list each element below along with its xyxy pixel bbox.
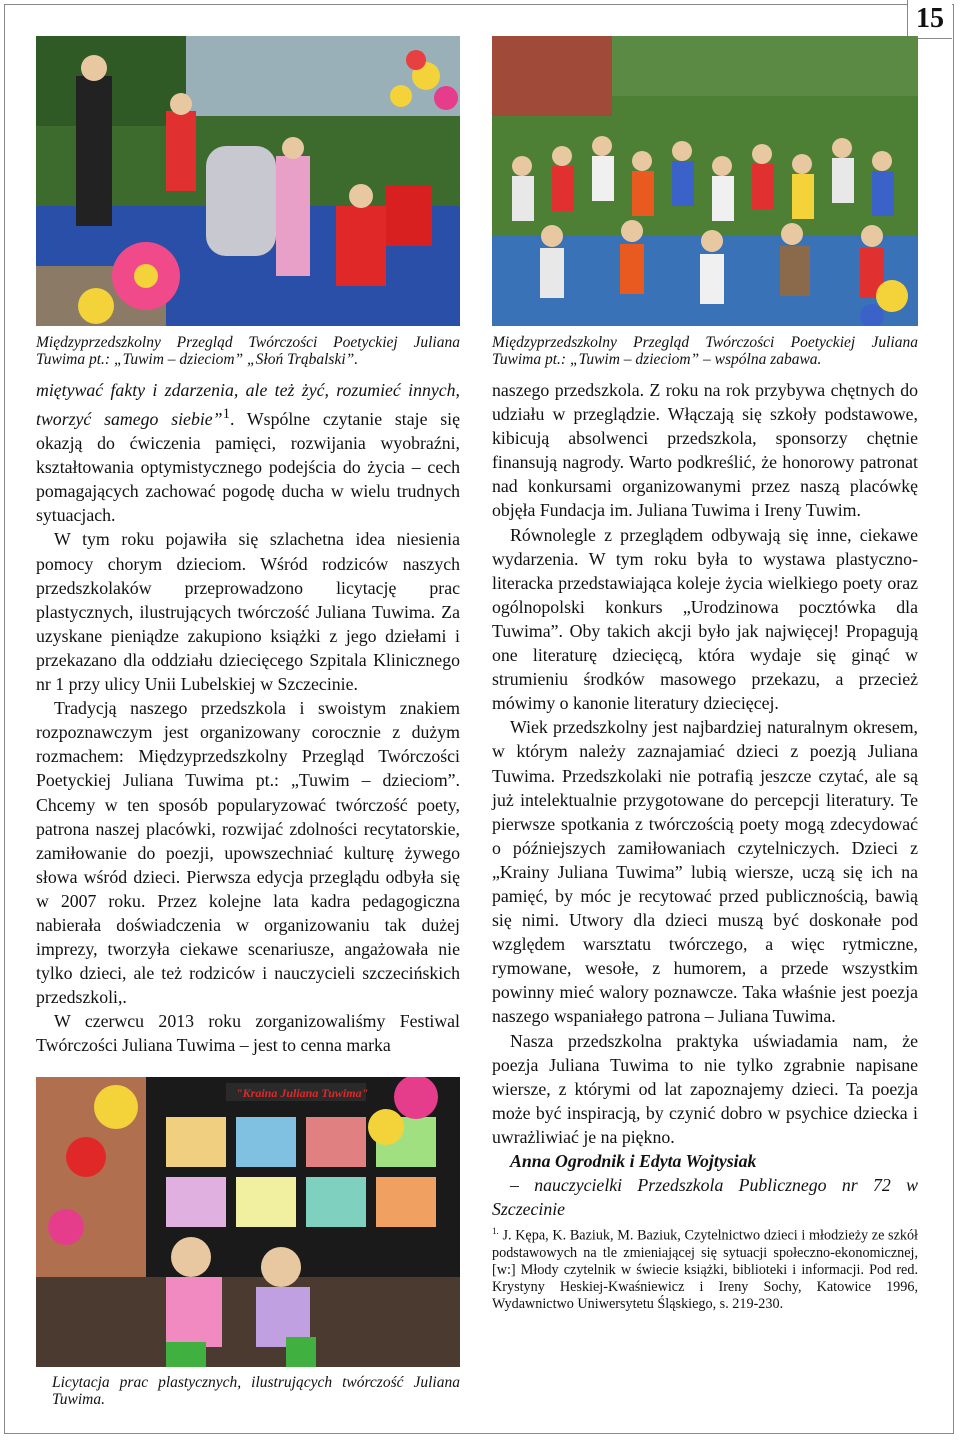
left-paragraph-3: Tradycją naszego przedszkola i swoistym znakiem rozpoznawczym jest organizowany corocznie z dużym rozmachem: Międzyprzedszkolny Przegląd Twórczości Poetyckiej Juliana Tuwima pt.: „Tuwim – dzieciom”. Chcemy w ten sposób popularyzować twórczość poety, patrona naszej placówki, rozwijać zdolności recytatorskie, zamiłowanie do poezji, upowszechniać kulturę żywego słowa wśród dzieci. Pierwsza edycja przeglądu odbyła się w 2007 roku. Przez kolejne lata kadra pedagogiczna nabierała doświadczenia w organizowaniu tak dużej imprezy, tworzyła ciekawe scenariusze, angażowała nie tylko dzieci, ale też rodziców i nauczycieli szczecińskich przedszkoli,. <box>36 698 460 1008</box>
left-paragraph-2: W tym roku pojawiła się szlachetna idea niesienia pomocy chorym dzieciom. Wśród rodziców naszych przedszkolaków przeprowadzono licytację prac plastycznych, ilustrujących twórczość Juliana Tuwima. Za uzyskane pieniądze zakupiono książki z jego dziełami i przekazano dla oddziału dziecięcego Szpitala Klinicznego nr 1 przy ulicy Unii Lubelskiej w Szczecinie. <box>36 529 460 695</box>
right-column <box>492 378 918 1313</box>
right-paragraph-3: Wiek przedszkolny jest najbardziej naturalnym okresem, w którym należy zaznajamiać dzieci z poezją Juliana Tuwima. Przedszkolaki nie potrafią jeszcze czytać, ale są już intelektualnie przygotowane do percepcji literatury. Te pierwsze spotkania z twórczością poety mogą zdecydować o późniejszych zamiłowaniach czytelniczych. Dzieci z „Krainy Juliana Tuwima” lubią wiersze, uczą się ich na pamięć, by móc je recytować przed publicznością, bawią się nimi. Utwory dla dzieci muszą być doskonałe pod względem warsztatu twórczego, a więc rytmiczne, rymowane, wesołe, z humorem, a przede wszystkim powinny mieć walory poznawcze. Taka właśnie jest poezja naszego wspaniałego patrona – Juliana Tuwima. <box>492 717 918 1027</box>
page-number: 15 <box>907 0 952 39</box>
left-column <box>36 378 460 1058</box>
footnote <box>492 1223 918 1313</box>
kraina-sign: "Kraina Juliana Tuwima" <box>236 1086 369 1100</box>
author-role: – nauczycielki Przedszkola Publicznego nr 72 w Szczecinie <box>492 1175 918 1220</box>
right-paragraph-4: Nasza przedszkolna praktyka uświadamia nam, że poezja Juliana Tuwima to nie tylko zgrabnie napisane wiersze, z którymi od lat zapoznajemy dzieci. Ta poezja może być inspiracją, by czynić dobro w psychice dziecka i uwrażliwiać je na piękno. <box>492 1030 918 1147</box>
photo-slon-trabalski <box>36 36 460 326</box>
quote-italic: miętywać fakty i zdarzenia, ale też żyć, rozumieć innych, tworzyć samego siebie” <box>36 380 460 430</box>
caption-top-right: Międzyprzedszkolny Przegląd Twórczości Poetyckiej Juliana Tuwima pt.: „Tuwim – dzieciom” – wspólna zabawa. <box>492 334 918 368</box>
left-paragraph-4: W czerwcu 2013 roku zorganizowaliśmy Festiwal Twórczości Juliana Tuwima – jest to cenna marka <box>36 1011 460 1056</box>
photo-licytacja <box>36 1077 460 1367</box>
footnote-text: J. Kępa, K. Baziuk, M. Baziuk, Czytelnictwo dzieci i młodzieży ze szkół podstawowych na tle zmieniającej się sytuacji społeczno-ekonomicznej, [w:] Młody czytelnik w świecie książki, biblioteki i informacji. Pod red. Krystyny Heskiej-Kwaśniewicz i Ireny Sochy, Katowice 1996, Wydawnictwo Uniwersytetu Śląskiego, s. 219-230. <box>492 1228 919 1313</box>
left-paragraph-1 <box>36 378 460 527</box>
footnote-mark: 1. <box>492 1226 499 1237</box>
right-paragraph-2: Równolegle z przeglądem odbywają się inne, ciekawe wydarzenia. W tym roku była to wystawa plastyczno-literacka przedstawiająca koleje życia wielkiego poety oraz ogólnopolski konkurs „Urodzinowa pocztówka dla Tuwima”. Oby takich akcji było jak najwięcej! Propagują one literaturę dziecięcą, która wydaje się ginąć w strumieniu środków masowego przekazu, a przecież mówimy o kanonie literatury dziecięcej. <box>492 524 918 714</box>
right-paragraph-1: naszego przedszkola. Z roku na rok przybywa chętnych do udziału w przeglądzie. Włączają się szkoły podstawowe, kibicują absolwenci przedszkola, sponsorzy chętnie finansują nagrody. Warto podkreślić, że honorowy patronat nad konkursami organizowanymi przez naszą placówkę objęła Fundacja im. Juliana Tuwima i Ireny Tuwim. <box>492 380 918 521</box>
photo-wspolna-zabawa <box>492 36 918 326</box>
author-names: Anna Ogrodnik i Edyta Wojtysiak <box>510 1151 757 1171</box>
caption-bottom-left: Licytacja prac plastycznych, ilustrujących twórczość Juliana Tuwima. <box>52 1374 460 1408</box>
footnote-ref: 1 <box>222 406 230 423</box>
caption-top-left: Międzyprzedszkolny Przegląd Twórczości Poetyckiej Juliana Tuwima pt.: „Tuwim – dzieciom” „Słoń Trąbalski”. <box>36 334 460 368</box>
left-paragraph-1-rest: . Wspólne czytanie staje się okazją do ćwiczenia pamięci, rozwijania wyobraźni, kształtowania optymistycznego podejścia do życia – cech pomagających zachować pogodę ducha w wielu trudnych sytuacjach. <box>36 409 460 526</box>
